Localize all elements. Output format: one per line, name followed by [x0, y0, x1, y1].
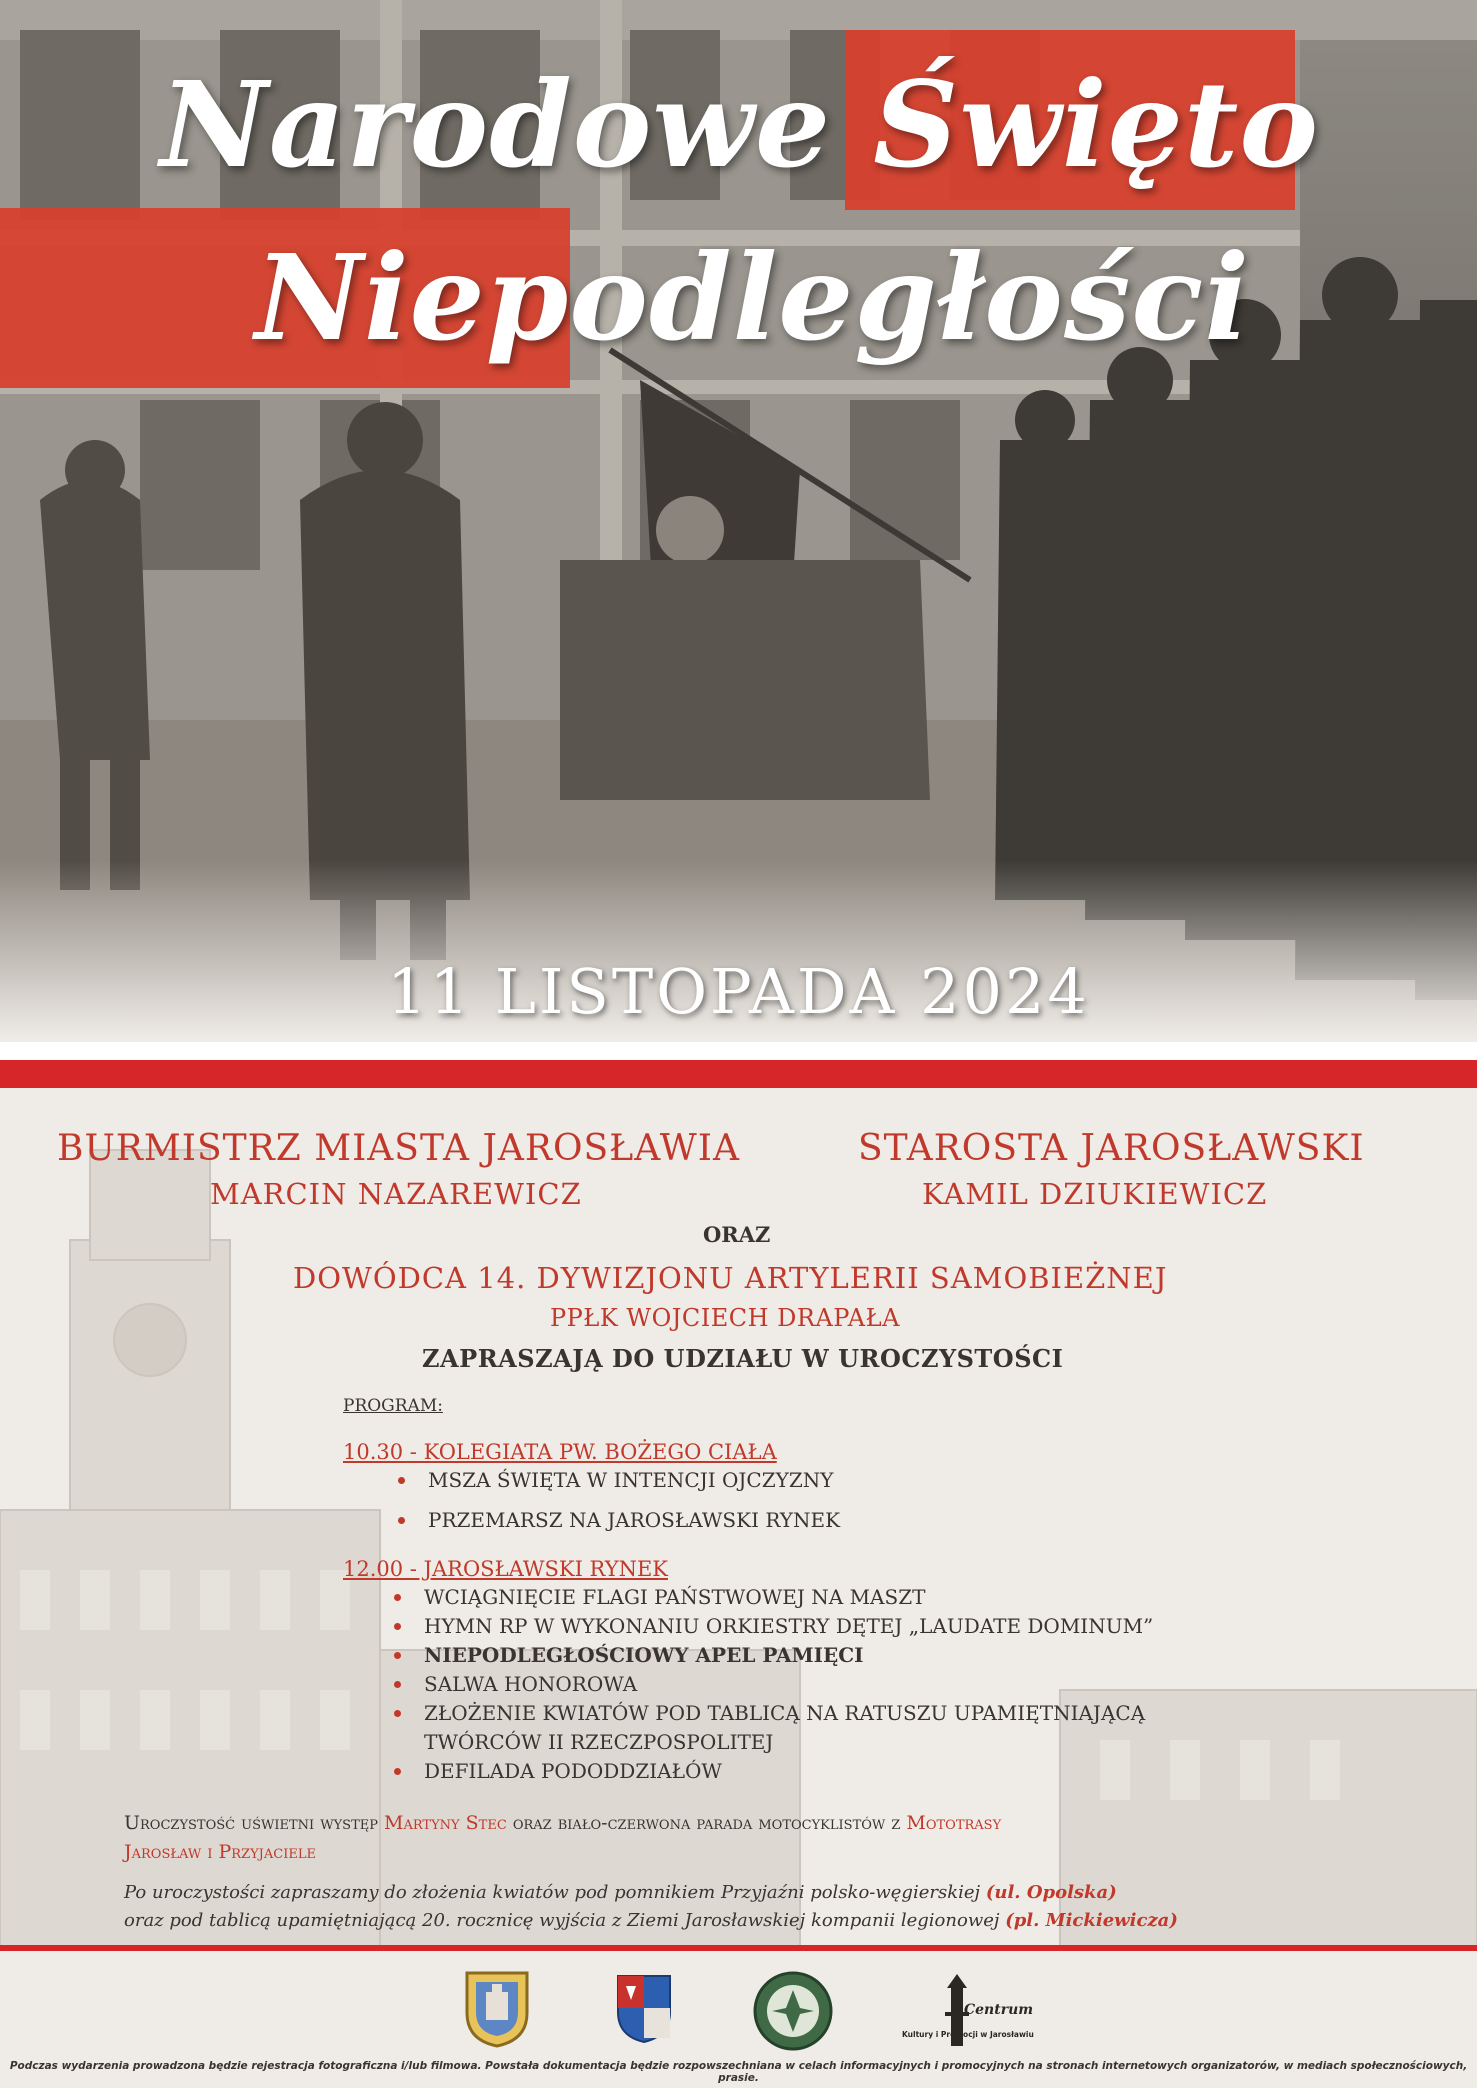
partner-name: Mototrasy — [906, 1812, 1002, 1834]
county-crest-icon — [614, 1972, 674, 2046]
flag-stripe-white — [0, 1042, 1477, 1060]
program-time-1: 10.30 - KOLEGIATA PW. BOŻEGO CIAŁA — [343, 1440, 777, 1464]
list-item: SALWA HONOROWA — [424, 1672, 1153, 1701]
program-label: PROGRAM: — [343, 1396, 443, 1416]
oraz-label: ORAZ — [703, 1222, 771, 1247]
program-list-2 — [424, 1585, 1153, 1788]
note-text: Po uroczystości zapraszamy do złożenia kwiatów pod pomnikiem Przyjaźni polsko-węgierskiej — [124, 1882, 986, 1903]
jaroslaw-city-crest-icon — [462, 1968, 532, 2048]
host2-name: KAMIL DZIUKIEWICZ — [922, 1177, 1268, 1211]
flowers-note-cont — [124, 1910, 1178, 1931]
performer-name: Martyny Stec — [384, 1812, 507, 1834]
location-name: (ul. Opolska) — [985, 1882, 1117, 1903]
list-item: ZŁOŻENIE KWIATÓW POD TABLICĄ NA RATUSZU UPAMIĘTNIAJĄCĄ — [424, 1701, 1153, 1730]
note-text: oraz pod tablicą upamiętniającą 20. rocznicę wyjścia z Ziemi Jarosławskiej kompanii legionowej — [124, 1910, 1006, 1931]
logo-text-1: Centrum — [964, 2002, 1034, 2018]
list-item: HYMN RP W WYKONANIU ORKIESTRY DĘTEJ „LAUDATE DOMINUM” — [424, 1614, 1153, 1643]
host1-title: BURMISTRZ MIASTA JAROSŁAWIA — [57, 1128, 740, 1169]
note-text: oraz biało-czerwona parada motocyklistów z — [506, 1812, 907, 1834]
list-item: NIEPODLEGŁOŚCIOWY APEL PAMIĘCI — [424, 1643, 1153, 1672]
title-line-1: Narodowe Święto — [160, 55, 1320, 194]
performance-note-cont — [124, 1841, 316, 1863]
performance-note — [124, 1812, 1001, 1834]
list-item: MSZA ŚWIĘTA W INTENCJI OJCZYZNY — [428, 1468, 840, 1508]
note-text: Uroczystość uświetni występ — [124, 1812, 385, 1834]
culture-centre-logo — [902, 1972, 1042, 2052]
host3-title: DOWÓDCA 14. DYWIZJONU ARTYLERII SAMOBIEŻNEJ — [293, 1261, 1168, 1295]
bottom-red-line — [0, 1945, 1477, 1951]
invite-text: ZAPRASZAJĄ DO UDZIAŁU W UROCZYSTOŚCI — [422, 1344, 1064, 1373]
list-item: TWÓRCÓW II RZECZPOSPOLITEJ — [424, 1730, 774, 1754]
footer-disclaimer: Podczas wydarzenia prowadzona będzie rejestracja fotograficzna i/lub filmowa. Powstała dokumentacja będzie rozpowszechniana w celach informacyjnych i promocyjnych na stronach internetowych organizatorów, w mediach społecznościowych, prasie. — [9, 2060, 1468, 2084]
host2-title: STAROSTA JAROSŁAWSKI — [858, 1128, 1365, 1169]
flowers-note — [124, 1882, 1117, 1903]
flag-stripe-red — [0, 1060, 1477, 1088]
hero-photo — [0, 0, 1477, 1040]
logo-text-2: Kultury i Promocji w Jarosławiu — [902, 2030, 1034, 2039]
host3-name: PPŁK WOJCIECH DRAPAŁA — [550, 1304, 900, 1332]
list-item: DEFILADA PODODDZIAŁÓW — [424, 1759, 1153, 1788]
program-time-2: 12.00 - JAROSŁAWSKI RYNEK — [343, 1557, 668, 1581]
event-date: 11 LISTOPADA 2024 — [387, 955, 1090, 1028]
location-name: (pl. Mickiewicza) — [1005, 1910, 1178, 1931]
artillery-unit-badge-icon — [752, 1970, 834, 2052]
partner-name: Jarosław i Przyjaciele — [124, 1841, 316, 1863]
host1-name: MARCIN NAZAREWICZ — [210, 1177, 582, 1211]
title-line-2: Niepodległości — [255, 228, 1251, 367]
program-list-1 — [428, 1468, 840, 1548]
list-item: PRZEMARSZ NA JAROSŁAWSKI RYNEK — [428, 1508, 840, 1548]
list-item: WCIĄGNIĘCIE FLAGI PAŃSTWOWEJ NA MASZT — [424, 1585, 1153, 1614]
